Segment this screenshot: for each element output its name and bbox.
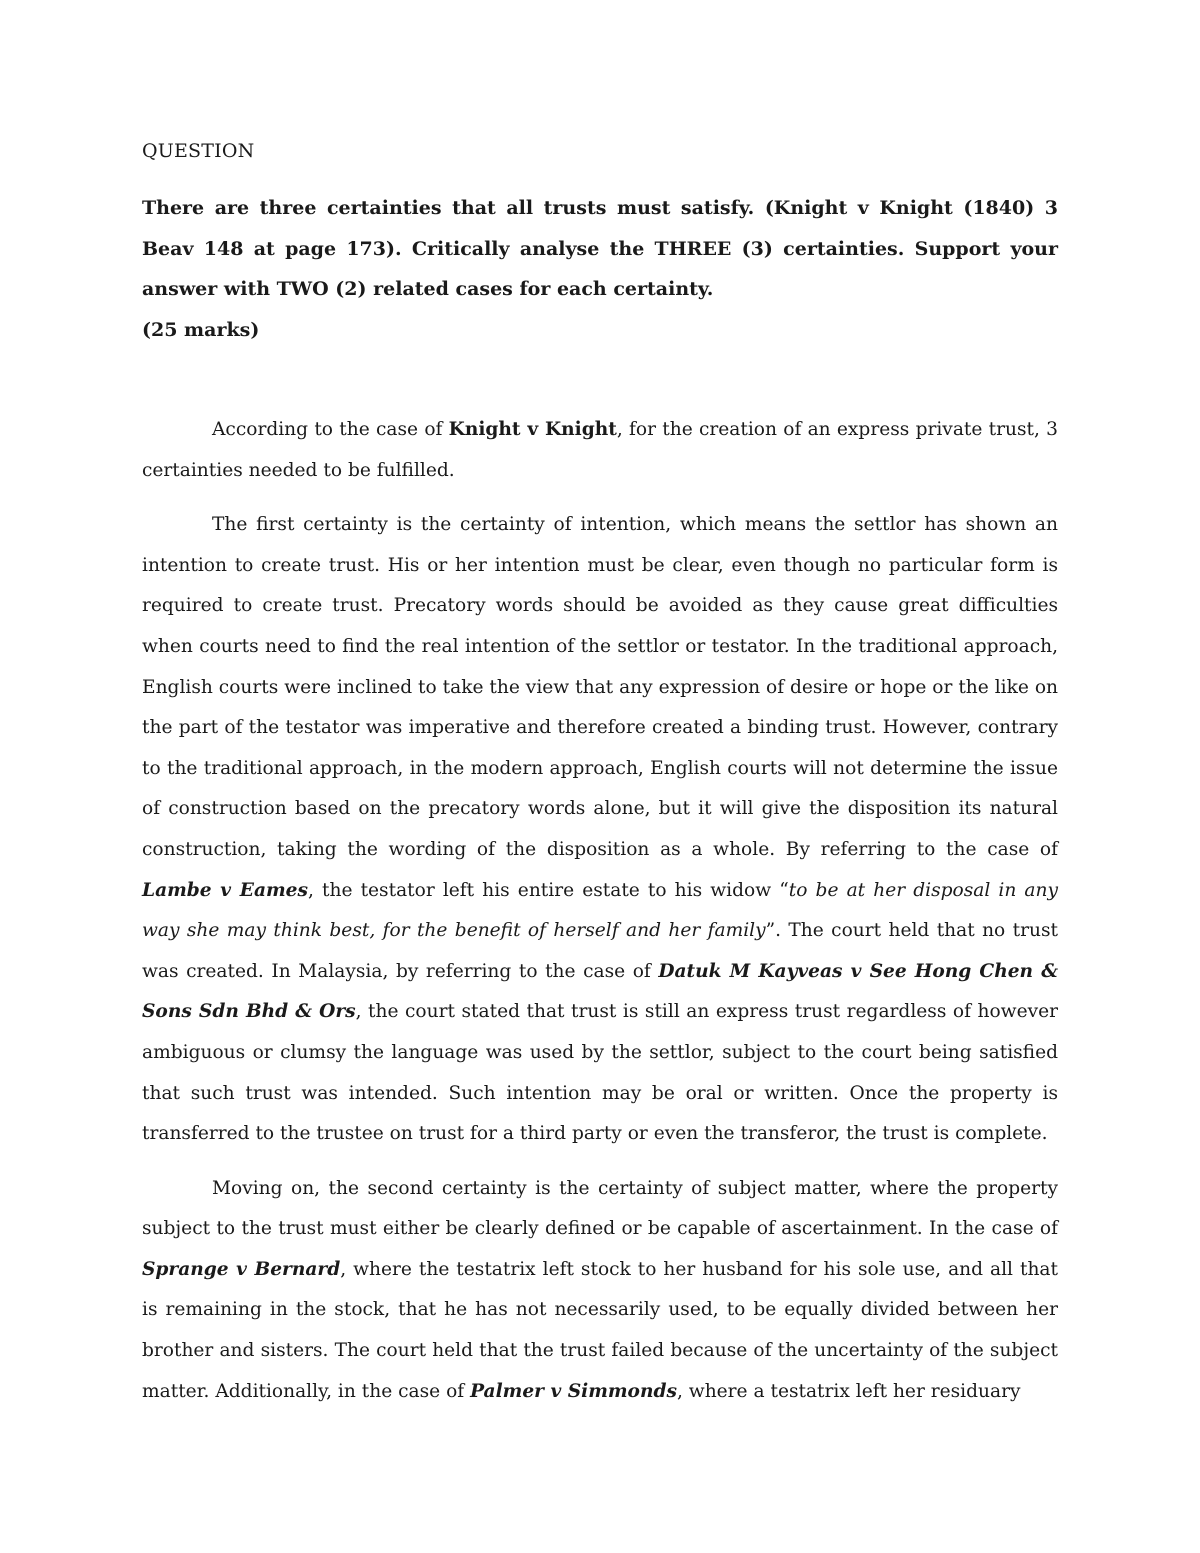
answer-paragraph-3	[142, 1169, 1058, 1413]
paragraph-text: The first certainty is the certainty of intention, which means the settlor has shown an intention to create trust. His or her intention must be clear, even though no particular form is required to create trust. Precatory words should be avoided as they cause great difficulties when courts need to find the real intention of the settlor or testator. In the traditional approach, English courts were inclined to take the view that any expression of desire or hope or the like on the part of the testator was imperative and therefore created a binding trust. However, contrary to the traditional approach, in the modern approach, English courts will not determine the issue of construction based on the precatory words alone, but it will give the disposition its natural construction, taking the wording of the disposition as a whole. By referring to the case of	[142, 514, 1058, 860]
case-name-sprange: Sprange v Bernard	[142, 1258, 341, 1280]
question-text: There are three certainties that all trusts must satisfy. (Knight v Knight (1840) 3 Beav 148 at page 173). Critically analyse the THREE (3) certainties. Support your answer with TWO (2) related cases for each certainty.	[142, 197, 1058, 300]
case-name-lambe: Lambe v Eames	[142, 879, 308, 901]
question-marks: (25 marks)	[142, 318, 260, 341]
paragraph-text: According to the case of	[212, 419, 449, 440]
paragraph-text: , where the testatrix left stock to her husband for his sole use, and all that is remaining in the stock, that he has not necessarily used, to be equally divided between her brother and sisters. The court held that the trust failed because of the uncertainty of the subject matter. Additionally, in the case of	[142, 1258, 1058, 1402]
case-name-knight: Knight v Knight	[448, 419, 617, 440]
document-page	[142, 140, 1058, 1426]
paragraph-text: , for the creation of an express private trust, 3 certainties needed to be fulfilled.	[142, 419, 1059, 481]
question-heading: QUESTION	[142, 140, 255, 162]
case-name-palmer: Palmer v Simmonds	[470, 1380, 677, 1402]
answer-paragraph-1	[142, 410, 1058, 491]
paragraph-text: ”. The court held that no trust was created. In Malaysia, by referring to the case of	[142, 920, 1058, 982]
paragraph-text: Moving on, the second certainty is the certainty of subject matter, where the property subject to the trust must either be clearly defined or be capable of ascertainment. In the case of	[142, 1177, 1058, 1240]
paragraph-text: , where a testatrix left her residuary	[676, 1380, 1021, 1402]
paragraph-text: , the testator left his entire estate to his widow “	[307, 879, 789, 901]
case-name-kayveas: Datuk M Kayveas v See Hong Chen & Sons Sdn Bhd & Ors	[142, 960, 1058, 1023]
answer-paragraph-2	[142, 505, 1058, 1155]
paragraph-text: , the court stated that trust is still an express trust regardless of however ambiguous or clumsy the language was used by the settlor, subject to the court being satisfied that such trust was intended. Such intention may be oral or written. Once the property is transferred to the trustee on trust for a third party or even the transferor, the trust is complete.	[142, 1001, 1058, 1145]
quoted-disposition: to be at her disposal in any way she may think best, for the benefit of herself and her family	[142, 879, 1058, 942]
